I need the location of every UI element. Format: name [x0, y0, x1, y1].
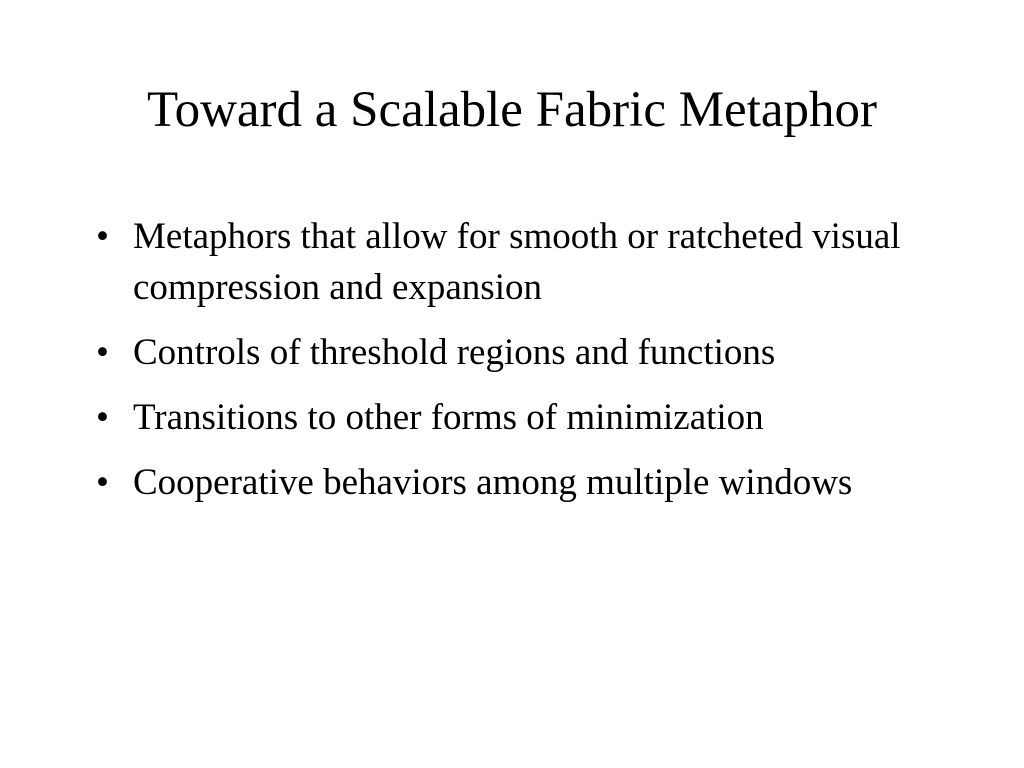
bullet-text: Controls of threshold regions and functions: [133, 332, 776, 373]
slide-title: Toward a Scalable Fabric Metaphor: [147, 82, 877, 138]
bullet-text: Cooperative behaviors among multiple windows: [133, 462, 853, 503]
bullet-list: [96, 211, 956, 522]
bullet-text: Metaphors that allow for smooth or ratcheted visual compression and expansion: [133, 216, 901, 308]
bullet-dot-icon: •: [96, 397, 109, 438]
bullet-text: Transitions to other forms of minimization: [133, 397, 764, 438]
bullet-item: [96, 211, 956, 313]
bullet-item: [96, 327, 956, 378]
bullet-dot-icon: •: [96, 216, 109, 257]
bullet-item: [96, 457, 956, 508]
bullet-dot-icon: •: [96, 462, 109, 503]
bullet-item: [96, 392, 956, 443]
bullet-dot-icon: •: [96, 332, 109, 373]
